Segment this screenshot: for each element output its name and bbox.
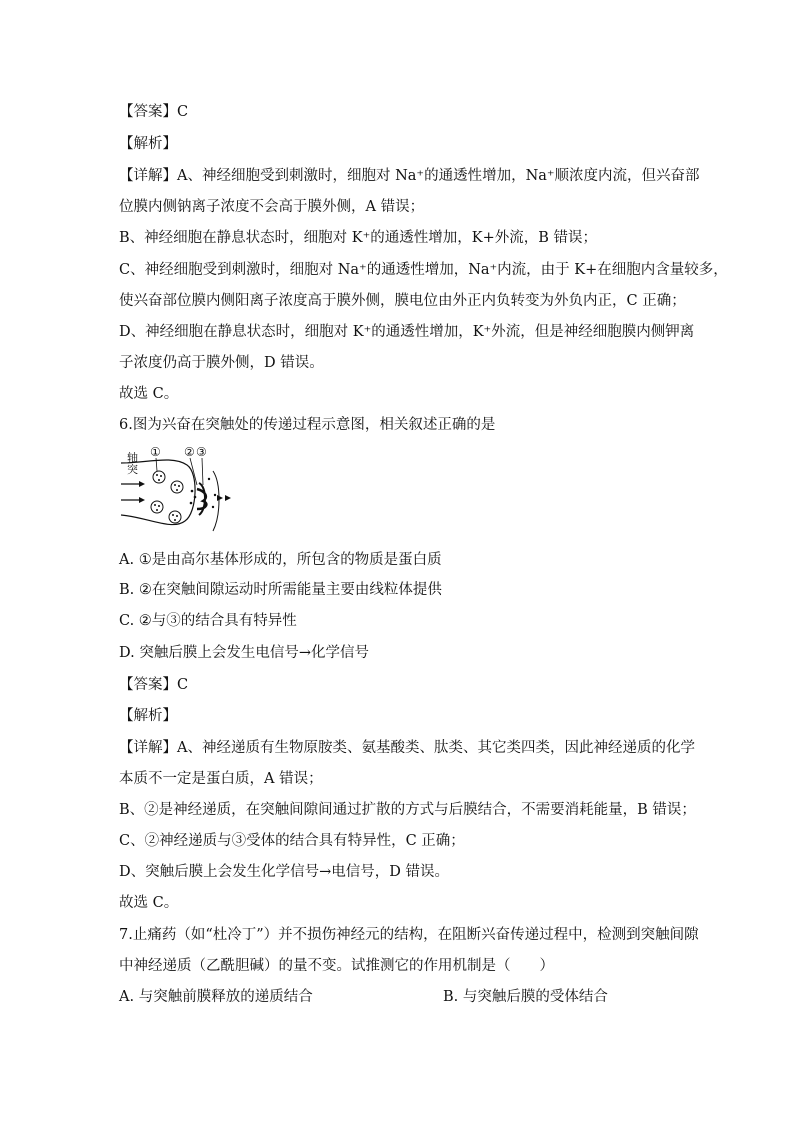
synaptic-vesicle xyxy=(171,481,183,493)
q6-detail-line: D、突触后膜上会发生化学信号→电信号，D 错误。 xyxy=(119,864,450,880)
synaptic-vesicle xyxy=(153,471,165,483)
synapse-diagram xyxy=(117,443,233,538)
q6-option-b: B. ②在突触间隙运动时所需能量主要由线粒体提供 xyxy=(119,582,442,598)
q5-detail-line: 子浓度仍高于膜外侧，D 错误。 xyxy=(119,355,324,371)
q6-conclusion: 故选 C。 xyxy=(119,895,179,911)
diagram-label-axon-1: 轴 xyxy=(127,451,138,464)
q5-detail-line: D、神经细胞在静息状态时，细胞对 K⁺的通透性增加，K⁺外流，但是神经细胞膜内侧钾离 xyxy=(119,324,695,340)
q7-option-a: A. 与突触前膜释放的递质结合 xyxy=(119,989,313,1005)
q5-detail-line: B、神经细胞在静息状态时，细胞对 K⁺的通透性增加，K+外流，B 错误； xyxy=(119,230,597,246)
q6-detail-line: B、②是神经递质，在突触间隙间通过扩散的方式与后膜结合，不需要消耗能量，B 错误； xyxy=(119,802,696,818)
q5-detail-line: 【详解】A、神经细胞受到刺激时，细胞对 Na⁺的通透性增加，Na⁺顺浓度内流，但兴奋部 xyxy=(119,168,700,184)
synaptic-vesicle xyxy=(151,501,163,513)
q6-option-d: D. 突触后膜上会发生电信号→化学信号 xyxy=(119,645,369,661)
diagram-label-1: ① xyxy=(150,445,161,459)
diagram-label-2: ② xyxy=(184,445,195,459)
q5-detail-line: 使兴奋部位膜内侧阳离子浓度高于膜外侧，膜电位由外正内负转变为外负内正，C 正确； xyxy=(119,293,686,309)
q7-stem: 中神经递质（乙酰胆碱）的量不变。试推测它的作用机制是（ ） xyxy=(119,958,554,974)
q7-stem: 7.止痛药（如“杜冷丁”）并不损伤神经元的结构，在阻断兴奋传递过程中，检测到突触间隙 xyxy=(119,927,699,943)
diagram-label-3: ③ xyxy=(196,445,207,459)
q6-detail-line: 【详解】A、神经递质有生物原胺类、氨基酸类、肽类、其它类四类，因此神经递质的化学 xyxy=(119,740,695,756)
q5-detail-line: 位膜内侧钠离子浓度不会高于膜外侧，A 错误； xyxy=(119,199,425,215)
synaptic-vesicle xyxy=(169,511,181,523)
q6-option-a: A. ①是由高尔基体形成的，所包含的物质是蛋白质 xyxy=(119,552,442,568)
q5-conclusion: 故选 C。 xyxy=(119,386,179,402)
diagram-label-axon-2: 突 xyxy=(127,463,138,476)
q6-option-c: C. ②与③的结合具有特异性 xyxy=(119,613,297,629)
q5-answer: 【答案】C xyxy=(119,104,189,120)
q6-stem: 6.图为兴奋在突触处的传递过程示意图，相关叙述正确的是 xyxy=(119,417,496,433)
q7-option-b: B. 与突触后膜的受体结合 xyxy=(443,989,608,1005)
q6-analysis-label: 【解析】 xyxy=(119,708,177,724)
q5-analysis-label: 【解析】 xyxy=(119,136,177,152)
q6-detail-line: 本质不一定是蛋白质，A 错误； xyxy=(119,771,323,787)
q6-answer: 【答案】C xyxy=(119,677,189,693)
receptor xyxy=(197,489,206,509)
q5-detail-line: C、神经细胞受到刺激时，细胞对 Na⁺的通透性增加，Na⁺内流，由于 K+在细胞内含量较多， xyxy=(119,262,728,278)
q6-detail-line: C、②神经递质与③受体的结合具有特异性，C 正确； xyxy=(119,833,465,849)
